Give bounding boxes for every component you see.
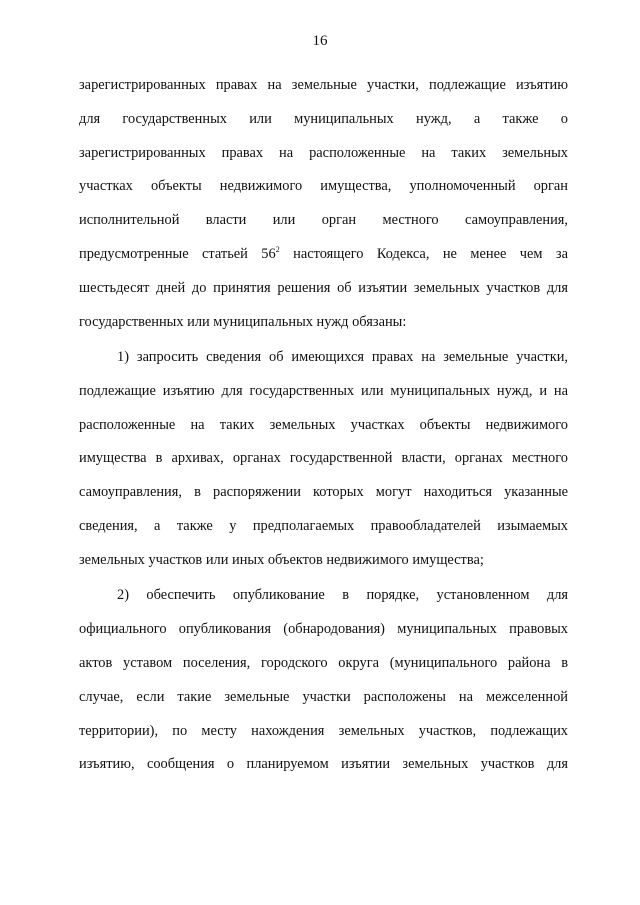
page-number: 16 <box>312 33 328 49</box>
text-line: зарегистрированных правах на земельные участки, подлежащие изъятию <box>79 77 568 93</box>
text-line: исполнительной власти или орган местного самоуправления, <box>79 212 568 229</box>
text-line: государственных или муниципальных нужд обязаны: <box>79 313 407 330</box>
text-line: для государственных или муниципальных нужд, а также о <box>79 110 568 127</box>
paragraph-item-1 <box>79 341 568 578</box>
text-line: территории), по месту нахождения земельных участков, подлежащих <box>79 722 568 739</box>
article-reference-text: предусмотренные статьей 56 <box>79 245 276 262</box>
text-line: актов уставом поселения, городского округа (муниципального района в <box>79 654 568 671</box>
text-line: изъятию, сообщения о планируемом изъятии земельных участков для <box>79 756 568 773</box>
paragraph-intro <box>79 69 568 339</box>
text-line: самоуправления, в распоряжении которых могут находиться указанные <box>79 484 568 501</box>
paragraph-item-2 <box>79 579 568 782</box>
text-line: подлежащие изъятию для государственных или муниципальных нужд, и на <box>79 382 568 399</box>
text-line: участках объекты недвижимого имущества, уполномоченный орган <box>79 178 568 195</box>
text-line: шестьдесят дней до принятия решения об изъятии земельных участков для <box>79 279 568 296</box>
document-body <box>79 69 568 782</box>
text-line: расположенные на таких земельных участках объекты недвижимого <box>79 416 568 433</box>
article-superscript: 2 <box>275 245 280 255</box>
text-line: имущества в архивах, органах государственной власти, органах местного <box>79 450 568 467</box>
text-line: случае, если такие земельные участки расположены на межселенной <box>79 688 568 705</box>
text-line: зарегистрированных правах на расположенные на таких земельных <box>79 144 568 161</box>
text-line: 1) запросить сведения об имеющихся правах на земельные участки, <box>117 349 568 366</box>
text-line: официального опубликования (обнародования) муниципальных правовых <box>79 621 568 638</box>
text-line: 2) обеспечить опубликование в порядке, установленном для <box>117 587 568 604</box>
article-reference-continuation: настоящего Кодекса, не менее чем за <box>279 245 568 262</box>
text-line: земельных участков или иных объектов недвижимого имущества; <box>79 551 484 568</box>
text-line: сведения, а также у предполагаемых правообладателей изымаемых <box>79 518 568 535</box>
text-line-with-superscript <box>79 238 568 272</box>
